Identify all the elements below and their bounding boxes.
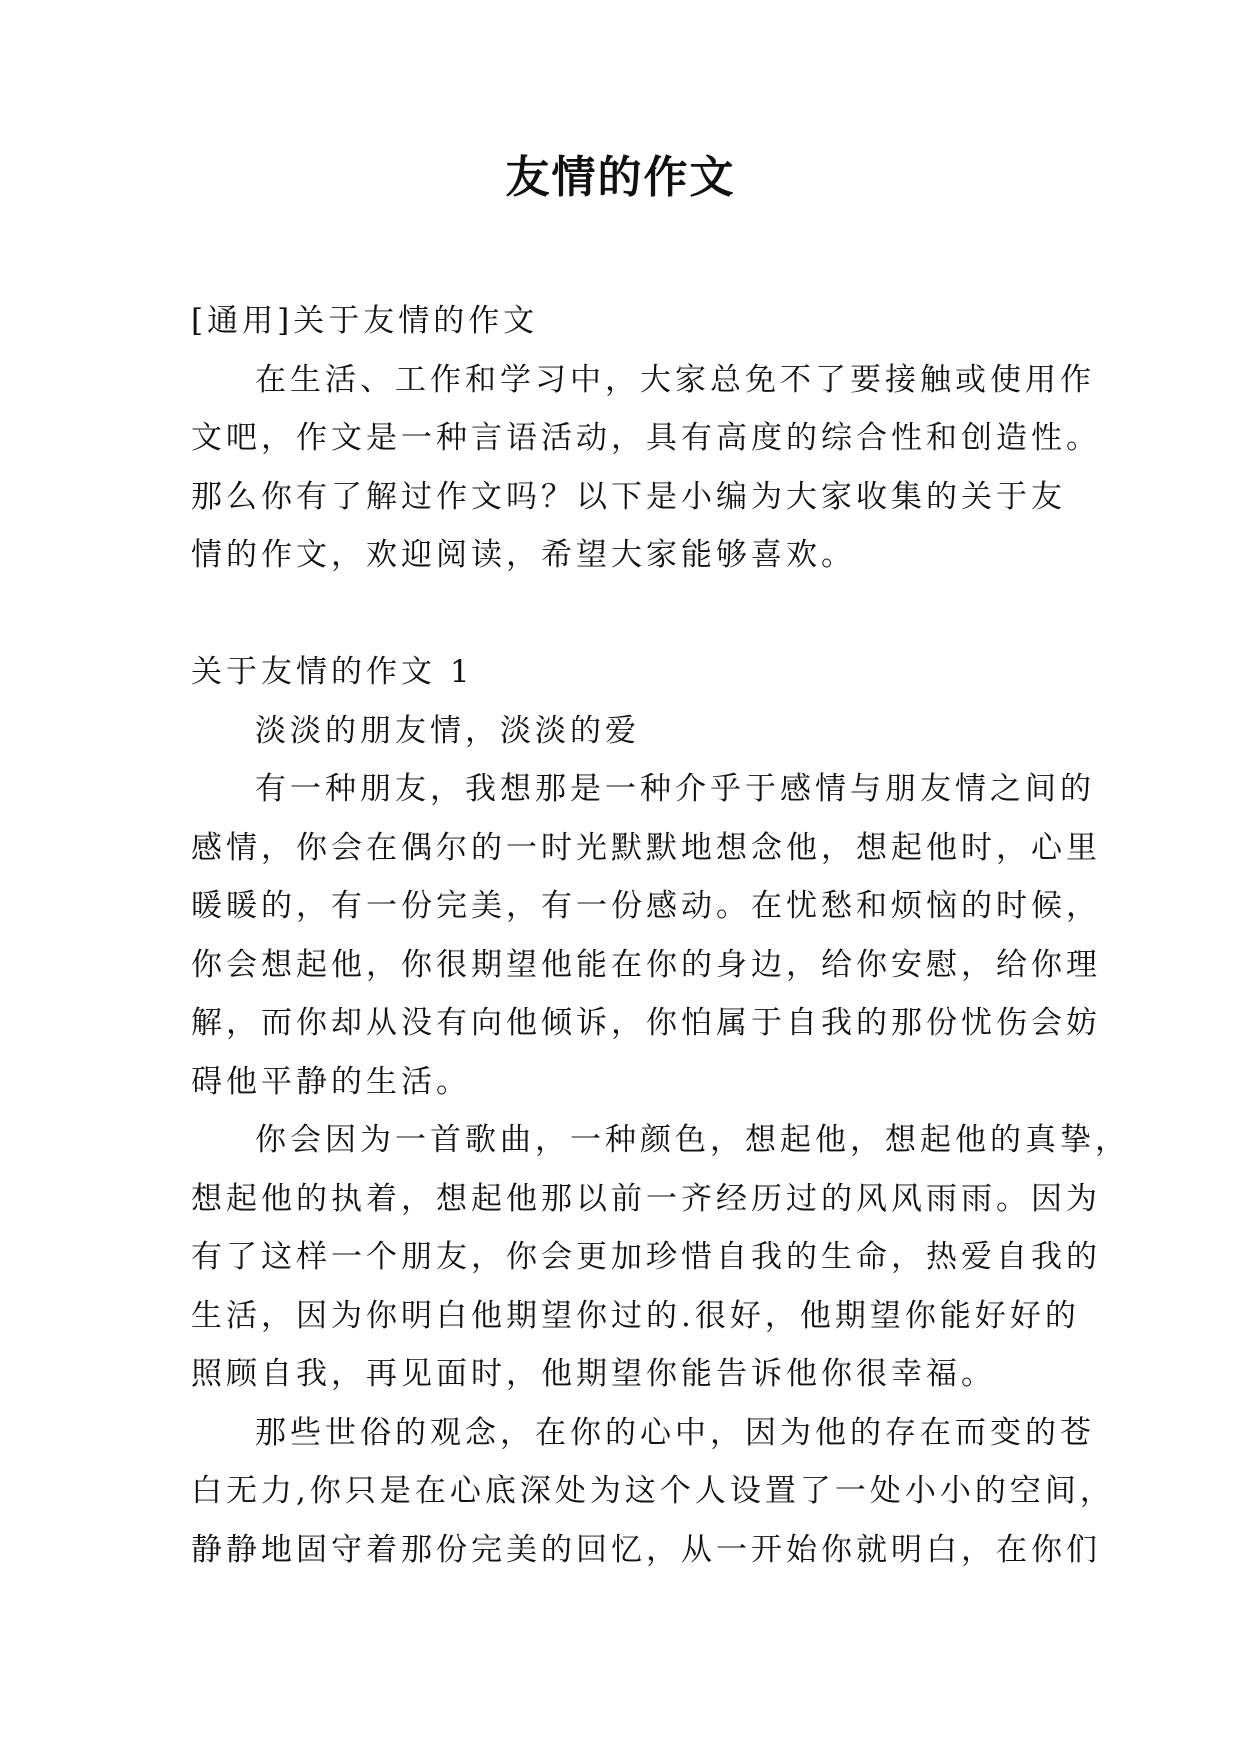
document-title: 友情的作文 <box>505 152 736 203</box>
text-line: 你会想起他，你很期望他能在你的身边，给你安慰，给你理 <box>191 946 1101 983</box>
text-line: 你会因为一首歌曲，一种颜色，想起他，想起他的真挚， <box>255 1122 1130 1158</box>
text-line: 有一种朋友，我想那是一种介乎于感情与朋友情之间的 <box>255 771 1095 807</box>
text-line: 暖暖的，有一份完美，有一份感动。在忧愁和烦恼的时候， <box>191 888 1101 924</box>
text-line: 想起他的执着，想起他那以前一齐经历过的风风雨雨。因为 <box>191 1180 1101 1217</box>
text-line: 在生活、工作和学习中，大家总免不了要接触或使用作 <box>255 361 1095 398</box>
text-line: 白无力,你只是在心底深处为这个人设置了一处小小的空间， <box>191 1473 1115 1509</box>
text-line: 淡淡的朋友情，淡淡的爱 <box>255 712 640 749</box>
text-line: 那么你有了解过作文吗？以下是小编为大家收集的关于友 <box>191 478 1066 515</box>
text-line: 有了这样一个朋友，你会更加珍惜自我的生命，热爱自我的 <box>191 1239 1101 1275</box>
text-line: 碍他平静的生活。 <box>191 1063 471 1100</box>
section-heading: 关于友情的作文 1 <box>191 654 474 690</box>
blank-line <box>191 585 1071 644</box>
text-line: 生活，因为你明白他期望你过的.很好，他期望你能好好的 <box>191 1297 1080 1334</box>
text-line: 情的作文，欢迎阅读，希望大家能够喜欢。 <box>191 537 856 573</box>
text-line: 照顾自我，再见面时，他期望你能告诉他你很幸福。 <box>191 1356 996 1392</box>
text-line: [通用]关于友情的作文 <box>191 303 539 339</box>
text-line: 静静地固守着那份完美的回忆，从一开始你就明白，在你们 <box>191 1531 1101 1568</box>
document-body <box>191 292 1130 1579</box>
text-line: 解，而你却从没有向他倾诉，你怕属于自我的那份忧伤会妨 <box>191 1005 1101 1041</box>
text-line: 那些世俗的观念，在你的心中，因为他的存在而变的苍 <box>255 1414 1095 1451</box>
text-line: 感情，你会在偶尔的一时光默默地想念他，想起他时，心里 <box>191 829 1101 866</box>
text-line: 文吧，作文是一种言语活动，具有高度的综合性和创造性。 <box>191 420 1101 456</box>
